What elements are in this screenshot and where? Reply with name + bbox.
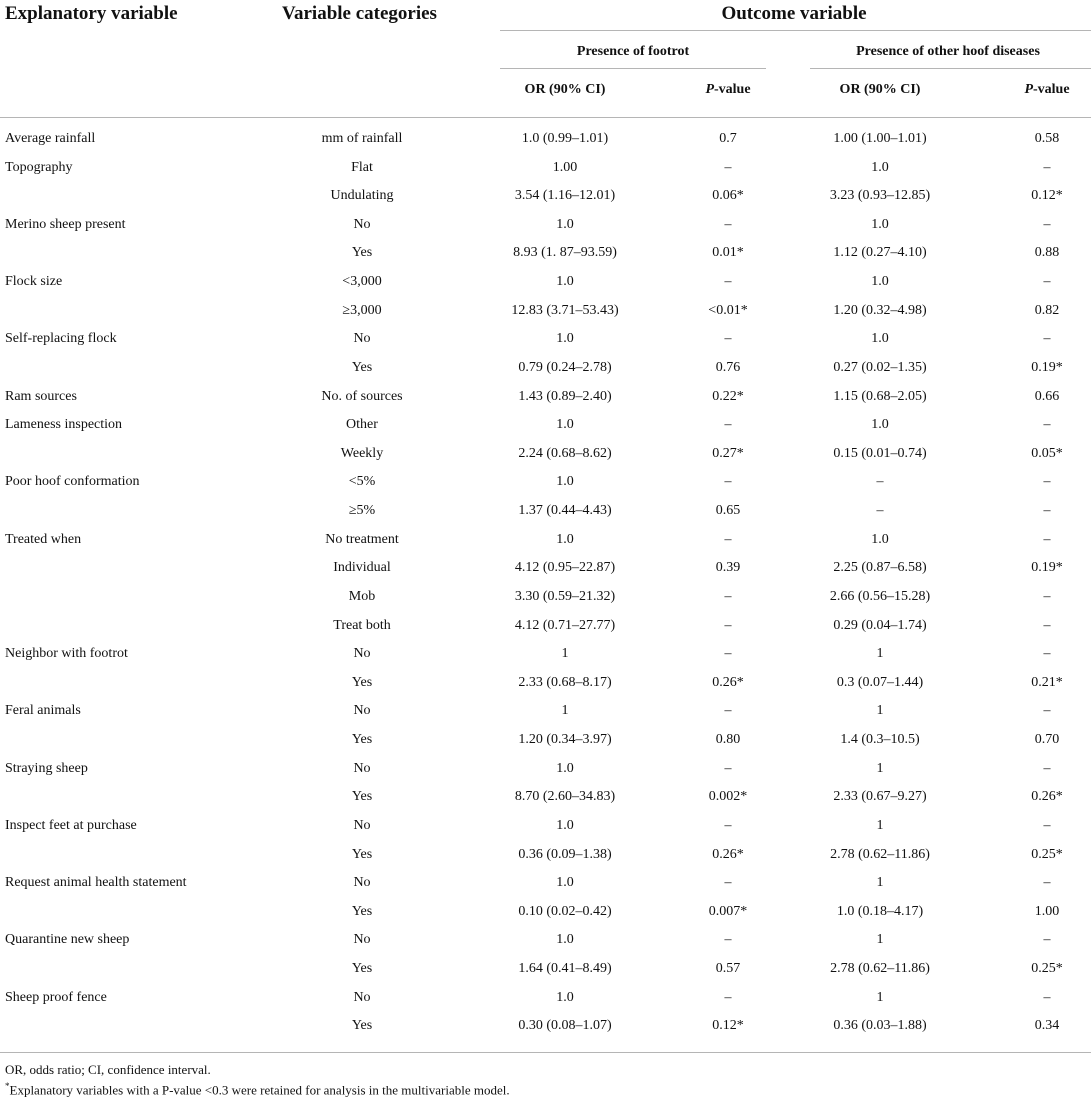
row-category: Individual (333, 560, 391, 576)
row-or-other: 1.0 (871, 417, 889, 433)
row-p-footrot: <0.01* (708, 302, 748, 318)
row-category: Yes (351, 789, 373, 805)
row-p-other: – (1043, 703, 1051, 719)
header-variable-categories: Variable categories (282, 3, 437, 24)
row-p-other: – (1043, 503, 1051, 519)
row-p-footrot: – (724, 646, 732, 662)
row-category: Yes (351, 903, 373, 919)
row-variable: Average rainfall (5, 131, 96, 146)
header-bottom-rule (0, 117, 1091, 118)
row-category: No (353, 817, 371, 833)
row-category: Yes (351, 846, 373, 862)
row-p-footrot: 0.80 (715, 732, 741, 748)
row-p-footrot: 0.7 (719, 131, 737, 146)
header-outcome-variable: Outcome variable (721, 3, 867, 24)
row-p-footrot: 0.39 (715, 560, 741, 576)
row-or-other: 1.0 (871, 216, 889, 232)
table-row (0, 698, 1091, 727)
row-p-other: – (1043, 817, 1051, 833)
row-or-footrot: 1.0 (556, 216, 574, 232)
row-category: No (353, 989, 371, 1005)
row-category: Treat both (333, 617, 391, 633)
row-p-footrot: – (724, 417, 732, 433)
row-variable: Request animal health statement (5, 875, 187, 891)
row-p-footrot: – (724, 531, 732, 547)
row-or-footrot: 0.79 (0.24–2.78) (518, 359, 612, 375)
row-variable: Treated when (5, 531, 82, 547)
row-or-footrot: 3.54 (1.16–12.01) (514, 188, 616, 204)
row-p-footrot: – (724, 617, 732, 633)
row-or-footrot: 2.24 (0.68–8.62) (518, 445, 612, 461)
row-p-other: – (1043, 617, 1051, 633)
row-p-other: 0.34 (1034, 1018, 1060, 1034)
row-or-other: 0.36 (0.03–1.88) (833, 1018, 927, 1034)
row-or-other: 1 (876, 703, 884, 719)
row-p-footrot: 0.06* (712, 188, 744, 204)
table-row (0, 183, 1091, 212)
header-other-hoof-group: Presence of other hoof diseases (856, 44, 1040, 59)
row-p-other: 0.19* (1031, 359, 1063, 375)
header-p-other: P-value (1024, 82, 1070, 97)
row-or-other: 1.0 (0.18–4.17) (836, 903, 924, 919)
row-p-other: – (1043, 646, 1051, 662)
header-footrot-group: Presence of footrot (576, 44, 690, 59)
row-p-other: 0.05* (1031, 445, 1063, 461)
row-or-footrot: 1 (561, 703, 569, 719)
table-row (0, 956, 1091, 985)
table-row (0, 155, 1091, 184)
table-row (0, 842, 1091, 871)
row-or-other: 1.0 (871, 274, 889, 290)
row-p-other: – (1043, 932, 1051, 948)
row-or-footrot: 8.93 (1. 87–93.59) (513, 245, 617, 261)
row-or-footrot: 1.0 (556, 989, 574, 1005)
row-or-footrot: 0.10 (0.02–0.42) (518, 903, 612, 919)
row-or-footrot: 1.00 (552, 159, 578, 175)
row-or-footrot: 4.12 (0.95–22.87) (514, 560, 616, 576)
row-or-footrot: 1.37 (0.44–4.43) (518, 503, 612, 519)
row-or-other: 2.78 (0.62–11.86) (830, 846, 930, 862)
row-p-other: 0.88 (1034, 245, 1060, 261)
row-or-footrot: 8.70 (2.60–34.83) (514, 789, 616, 805)
header-explanatory-variable: Explanatory variable (5, 3, 178, 24)
row-or-footrot: 1.0 (0.99–1.01) (521, 131, 609, 146)
row-or-footrot: 1 (561, 646, 569, 662)
table-row (0, 727, 1091, 756)
table-row (0, 641, 1091, 670)
row-category: mm of rainfall (321, 131, 403, 146)
row-variable: Quarantine new sheep (5, 932, 130, 948)
table-row (0, 355, 1091, 384)
row-p-other: 0.25* (1031, 960, 1063, 976)
row-or-other: 0.3 (0.07–1.44) (836, 674, 924, 690)
table-row (0, 985, 1091, 1014)
table-row (0, 441, 1091, 470)
row-or-other: 1 (876, 760, 884, 776)
table-row (0, 670, 1091, 699)
table-row (0, 212, 1091, 241)
row-variable: Self-replacing flock (5, 331, 117, 347)
row-p-other: – (1043, 760, 1051, 776)
row-category: No. of sources (321, 388, 403, 404)
row-or-footrot: 1.43 (0.89–2.40) (518, 388, 612, 404)
row-variable: Topography (5, 159, 73, 175)
row-or-other: – (876, 474, 884, 490)
row-p-other: – (1043, 474, 1051, 490)
footrot-group-divider (500, 68, 766, 69)
row-or-footrot: 4.12 (0.71–27.77) (514, 617, 616, 633)
row-or-footrot: 1.0 (556, 331, 574, 347)
row-category: Weekly (340, 445, 384, 461)
row-or-footrot: 1.0 (556, 531, 574, 547)
row-p-other: 0.26* (1031, 789, 1063, 805)
row-category: No (353, 875, 371, 891)
row-p-other: 0.58 (1034, 131, 1060, 146)
table-row (0, 584, 1091, 613)
row-or-other: – (876, 503, 884, 519)
row-category: No (353, 646, 371, 662)
table-row (0, 498, 1091, 527)
table-row (0, 126, 1091, 155)
table-row (0, 527, 1091, 556)
header-or-footrot: OR (90% CI) (524, 82, 606, 97)
row-or-other: 1.15 (0.68–2.05) (833, 388, 927, 404)
row-or-footrot: 1.0 (556, 760, 574, 776)
row-p-footrot: 0.22* (712, 388, 744, 404)
row-p-other: – (1043, 216, 1051, 232)
table-row (0, 784, 1091, 813)
row-category: Mob (348, 588, 376, 604)
row-p-footrot: 0.27* (712, 445, 744, 461)
row-or-footrot: 2.33 (0.68–8.17) (518, 674, 612, 690)
row-p-other: 0.66 (1034, 388, 1060, 404)
footnote-asterisk: *Explanatory variables with a P-value <0.3 were retained for analysis in the multivariable model. (5, 1081, 510, 1098)
row-p-footrot: 0.12* (712, 1018, 744, 1034)
row-or-other: 1.4 (0.3–10.5) (840, 732, 920, 748)
row-variable: Feral animals (5, 703, 81, 719)
row-or-other: 1 (876, 817, 884, 833)
row-or-footrot: 1.0 (556, 932, 574, 948)
row-category: Undulating (330, 188, 394, 204)
row-variable: Straying sheep (5, 760, 88, 776)
table-row (0, 1013, 1091, 1042)
row-p-footrot: 0.26* (712, 674, 744, 690)
row-p-footrot: 0.57 (715, 960, 741, 976)
row-or-other: 2.33 (0.67–9.27) (833, 789, 927, 805)
row-or-other: 0.27 (0.02–1.35) (833, 359, 927, 375)
row-category: No (353, 760, 371, 776)
row-p-footrot: 0.65 (715, 503, 741, 519)
row-or-other: 3.23 (0.93–12.85) (829, 188, 931, 204)
row-p-other: 0.82 (1034, 302, 1060, 318)
table-row (0, 298, 1091, 327)
row-or-footrot: 0.30 (0.08–1.07) (518, 1018, 612, 1034)
row-or-other: 2.66 (0.56–15.28) (829, 588, 931, 604)
table-row (0, 412, 1091, 441)
row-variable: Merino sheep present (5, 216, 126, 232)
row-or-footrot: 12.83 (3.71–53.43) (511, 302, 619, 318)
row-category: Yes (351, 1018, 373, 1034)
row-category: ≥5% (348, 503, 376, 519)
row-p-footrot: – (724, 331, 732, 347)
row-p-other: – (1043, 531, 1051, 547)
row-or-other: 1.0 (871, 159, 889, 175)
row-category: No (353, 216, 371, 232)
row-variable: Ram sources (5, 388, 77, 404)
row-or-other: 1 (876, 875, 884, 891)
row-p-footrot: – (724, 588, 732, 604)
header-p-footrot: P-value (705, 82, 751, 97)
row-p-other: 0.21* (1031, 674, 1063, 690)
row-p-footrot: – (724, 989, 732, 1005)
row-variable: Inspect feet at purchase (5, 817, 137, 833)
row-p-other: – (1043, 159, 1051, 175)
row-p-other: 0.12* (1031, 188, 1063, 204)
row-p-footrot: – (724, 875, 732, 891)
row-p-footrot: – (724, 274, 732, 290)
row-p-footrot: – (724, 760, 732, 776)
table-row (0, 613, 1091, 642)
row-variable: Flock size (5, 274, 63, 290)
table-row (0, 756, 1091, 785)
row-or-other: 1.0 (871, 531, 889, 547)
row-p-other: – (1043, 417, 1051, 433)
row-or-other: 0.15 (0.01–0.74) (833, 445, 927, 461)
row-category: Yes (351, 732, 373, 748)
row-p-other: – (1043, 331, 1051, 347)
row-p-other: 0.19* (1031, 560, 1063, 576)
row-category: <5% (348, 474, 376, 490)
row-or-other: 1.20 (0.32–4.98) (833, 302, 927, 318)
row-category: ≥3,000 (342, 302, 382, 318)
row-category: Flat (351, 159, 373, 175)
row-category: Yes (351, 359, 373, 375)
row-or-other: 1.00 (1.00–1.01) (833, 131, 927, 146)
row-p-footrot: 0.26* (712, 846, 744, 862)
row-p-other: 0.25* (1031, 846, 1063, 862)
row-or-other: 1 (876, 646, 884, 662)
row-or-footrot: 1.20 (0.34–3.97) (518, 732, 612, 748)
row-or-footrot: 0.36 (0.09–1.38) (518, 846, 612, 862)
row-or-footrot: 3.30 (0.59–21.32) (514, 588, 616, 604)
row-p-other: – (1043, 274, 1051, 290)
row-p-footrot: 0.76 (715, 359, 741, 375)
row-p-other: 1.00 (1034, 903, 1060, 919)
row-or-other: 1 (876, 989, 884, 1005)
row-or-other: 0.29 (0.04–1.74) (833, 617, 927, 633)
row-or-other: 1 (876, 932, 884, 948)
table-row (0, 240, 1091, 269)
row-variable: Lameness inspection (5, 417, 123, 433)
row-category: No (353, 932, 371, 948)
row-or-footrot: 1.0 (556, 817, 574, 833)
row-category: No treatment (325, 531, 399, 547)
row-p-footrot: – (724, 159, 732, 175)
row-p-footrot: 0.002* (708, 789, 748, 805)
row-category: No (353, 703, 371, 719)
table-row (0, 326, 1091, 355)
table-row (0, 469, 1091, 498)
header-or-other: OR (90% CI) (839, 82, 921, 97)
table-row (0, 870, 1091, 899)
row-or-footrot: 1.0 (556, 875, 574, 891)
row-p-other: – (1043, 989, 1051, 1005)
table-row (0, 384, 1091, 413)
row-or-footrot: 1.0 (556, 274, 574, 290)
row-p-other: – (1043, 588, 1051, 604)
table-bottom-rule (0, 1052, 1091, 1053)
outcome-divider (500, 30, 1091, 31)
row-category: Yes (351, 674, 373, 690)
table-row (0, 555, 1091, 584)
row-category: Yes (351, 960, 373, 976)
table-row (0, 899, 1091, 928)
row-p-footrot: – (724, 703, 732, 719)
row-or-other: 1.12 (0.27–4.10) (833, 245, 927, 261)
row-p-other: 0.70 (1034, 732, 1060, 748)
footnote-abbreviations: OR, odds ratio; CI, confidence interval. (5, 1062, 211, 1077)
row-p-footrot: – (724, 474, 732, 490)
row-p-other: – (1043, 875, 1051, 891)
row-or-other: 1.0 (871, 331, 889, 347)
row-or-footrot: 1.0 (556, 417, 574, 433)
row-or-footrot: 1.0 (556, 474, 574, 490)
row-category: Other (346, 417, 378, 433)
row-p-footrot: 0.01* (712, 245, 744, 261)
row-p-footrot: 0.007* (708, 903, 748, 919)
row-category: <3,000 (342, 274, 382, 290)
row-p-footrot: – (724, 932, 732, 948)
row-p-footrot: – (724, 216, 732, 232)
table-row (0, 813, 1091, 842)
row-category: No (353, 331, 371, 347)
table-row (0, 269, 1091, 298)
other-group-divider (810, 68, 1091, 69)
row-category: Yes (351, 245, 373, 261)
row-variable: Neighbor with footrot (5, 646, 128, 662)
row-variable: Sheep proof fence (5, 989, 107, 1005)
table-row (0, 927, 1091, 956)
row-or-other: 2.78 (0.62–11.86) (830, 960, 930, 976)
row-or-footrot: 1.64 (0.41–8.49) (518, 960, 612, 976)
row-p-footrot: – (724, 817, 732, 833)
row-or-other: 2.25 (0.87–6.58) (833, 560, 927, 576)
row-variable: Poor hoof conformation (5, 474, 140, 490)
